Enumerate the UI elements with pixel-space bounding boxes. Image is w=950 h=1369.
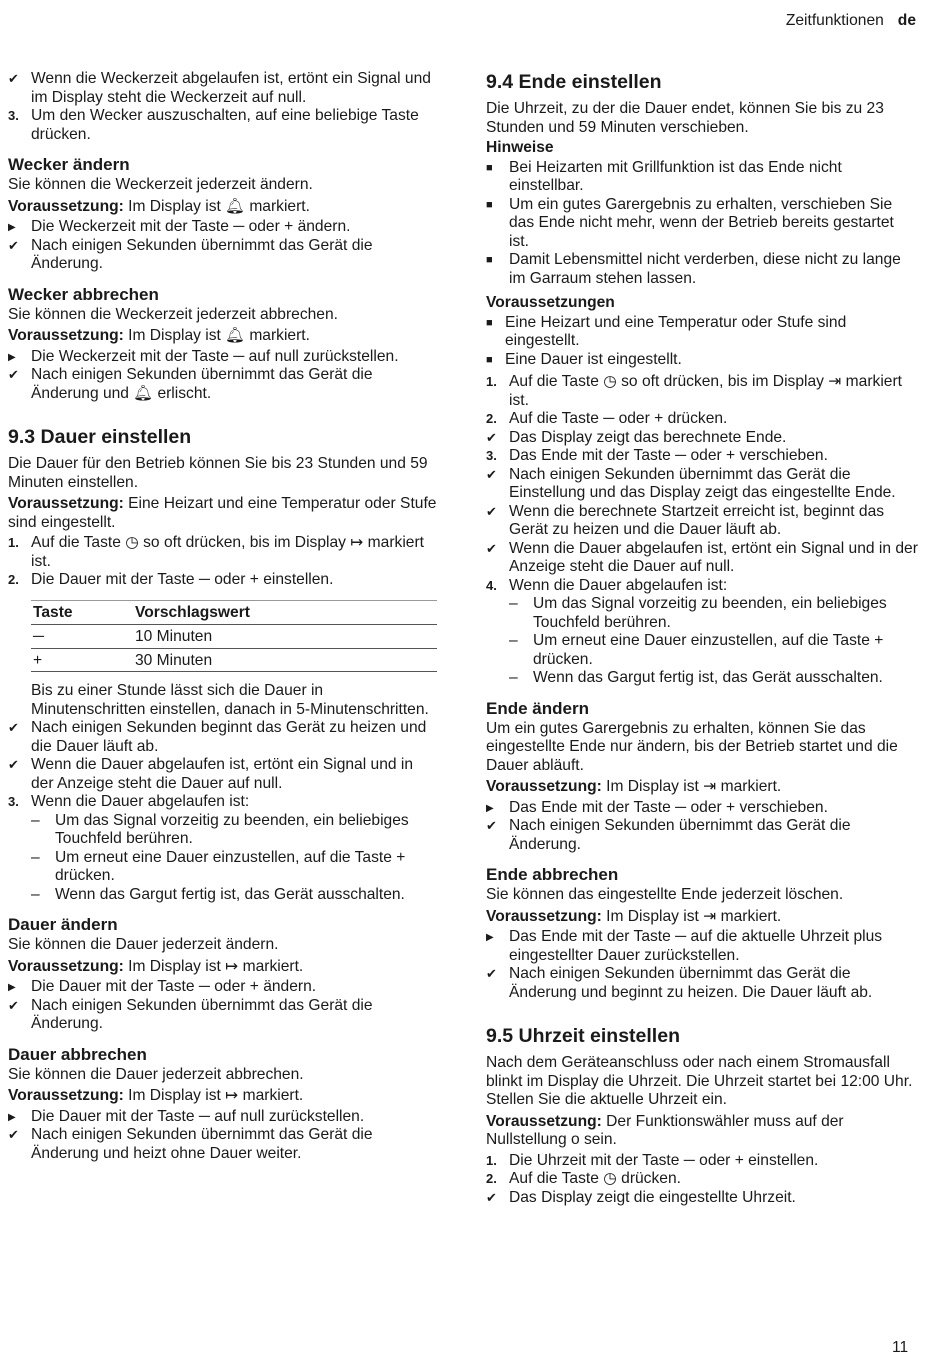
check-icon: ✔ bbox=[8, 1127, 19, 1142]
paragraph: Die Uhrzeit, zu der die Dauer endet, können Sie bis zu 23 Stunden und 59 Minuten verschieben. bbox=[486, 100, 884, 136]
step-item: 1. Auf die Taste ◷ so oft drücken, bis im Display ⇥ markiert ist. bbox=[486, 373, 902, 409]
step-number: 1. bbox=[486, 1152, 497, 1168]
step-number: 1. bbox=[8, 535, 19, 550]
notes-title: Hinweise bbox=[486, 139, 554, 156]
step-item: ▶ Die Weckerzeit mit der Taste ─ oder + ändern. bbox=[8, 218, 438, 237]
requirement: Voraussetzung: Im Display ist 🔔︎ markiert. bbox=[8, 197, 310, 215]
step-item: ▶ Die Weckerzeit mit der Taste ─ auf null zurückstellen. bbox=[8, 348, 438, 367]
section-title-wecker-abbrechen: Wecker abbrechen bbox=[8, 284, 159, 304]
step-item: 2. Auf die Taste ◷ drücken. bbox=[486, 1170, 681, 1187]
section-title-wecker-aendern: Wecker ändern bbox=[8, 155, 130, 174]
right-column bbox=[486, 70, 918, 1207]
result-item: ✔ Nach einigen Sekunden übernimmt das Gerät die Änderung. bbox=[486, 817, 851, 853]
requirement: Voraussetzung: Eine Heizart und eine Temperatur oder Stufe sind eingestellt. bbox=[8, 495, 437, 531]
result-item: ✔ Das Display zeigt das berechnete Ende. bbox=[486, 428, 787, 446]
step-number: 3. bbox=[8, 794, 19, 809]
step-item: 2. Die Dauer mit der Taste ─ oder + einstellen. bbox=[8, 571, 334, 588]
check-icon: ✔ bbox=[486, 966, 497, 981]
dash-icon: – bbox=[509, 595, 518, 612]
dash-icon: – bbox=[509, 632, 518, 649]
result-item: ✔ Das Display zeigt die eingestellte Uhrzeit. bbox=[486, 1188, 796, 1206]
requirement: Voraussetzung: Im Display ist 🔔︎ markiert. bbox=[8, 327, 310, 344]
step-item: ▶ Die Dauer mit der Taste ─ oder + ändern. bbox=[8, 978, 438, 997]
step-item: ▶ Das Ende mit der Taste ─ auf die aktuelle Uhrzeit plus eingestellter Dauer zurückstellen. bbox=[486, 928, 883, 964]
left-column bbox=[8, 70, 438, 1163]
section-title-uhrzeit: 9.5 Uhrzeit einstellen bbox=[486, 1025, 680, 1047]
section-title-ende-abbrechen: Ende abbrechen bbox=[486, 865, 619, 884]
check-icon: ✔ bbox=[8, 237, 19, 253]
sub-item: – Wenn das Gargut fertig ist, das Gerät ausschalten. bbox=[509, 669, 883, 686]
check-icon: ✔ bbox=[486, 818, 497, 833]
paragraph: Um ein gutes Garergebnis zu erhalten, können Sie das eingestellte Ende nur ändern, bis der Betrieb startet und die Dauer abläuft. bbox=[486, 719, 898, 774]
check-icon: ✔ bbox=[486, 540, 497, 556]
bullet-item: ■ Um ein gutes Garergebnis zu erhalten, verschieben Sie das Ende nicht mehr, wenn der Betrieb bereits gestartet ist. bbox=[486, 195, 894, 250]
dash-icon: – bbox=[31, 848, 40, 866]
result-item: ✔ Nach einigen Sekunden übernimmt das Gerät die Änderung und 🔔︎ erlischt. bbox=[8, 366, 373, 402]
check-icon: ✔ bbox=[8, 720, 19, 735]
sub-item: – Um erneut eine Dauer einzustellen, auf die Taste + drücken. bbox=[509, 632, 884, 668]
paragraph: Sie können das eingestellte Ende jederzeit löschen. bbox=[486, 886, 844, 903]
check-icon: ✔ bbox=[8, 997, 19, 1013]
bullet-item: ■ Eine Heizart und eine Temperatur oder Stufe sind eingestellt. bbox=[486, 313, 847, 349]
result-item: ✔ Nach einigen Sekunden übernimmt das Gerät die Änderung. bbox=[8, 236, 373, 272]
check-icon: ✔ bbox=[8, 71, 19, 86]
check-icon: ✔ bbox=[486, 503, 497, 519]
requirement: Voraussetzung: Der Funktionswähler muss auf der Nullstellung o sein. bbox=[486, 1112, 844, 1148]
result-item: ✔ Nach einigen Sekunden übernimmt das Gerät die Änderung und beginnt zu heizen. Die Dauer läuft ab. bbox=[486, 965, 873, 1001]
result-item: ✔ Wenn die berechnete Startzeit erreicht ist, beginnt das Gerät zu heizen und die Dauer läuft ab. bbox=[486, 502, 885, 538]
square-bullet-icon: ■ bbox=[486, 353, 493, 366]
check-icon: ✔ bbox=[8, 367, 19, 382]
step-item: 2. Auf die Taste ─ oder + drücken. bbox=[486, 410, 728, 427]
table-row: + 30 Minuten bbox=[31, 648, 437, 672]
step-number: 1. bbox=[486, 374, 497, 389]
step-item: ▶ Das Ende mit der Taste ─ oder + verschieben. bbox=[486, 799, 918, 818]
paragraph: Sie können die Weckerzeit jederzeit abbrechen. bbox=[8, 305, 338, 323]
paragraph: Sie können die Weckerzeit jederzeit ändern. bbox=[8, 176, 313, 193]
paragraph: Sie können die Dauer jederzeit abbrechen. bbox=[8, 1065, 304, 1083]
page-header bbox=[786, 12, 916, 31]
header-lang: de bbox=[897, 12, 916, 29]
square-bullet-icon: ■ bbox=[486, 161, 493, 174]
step-item: 1. Die Uhrzeit mit der Taste ─ oder + einstellen. bbox=[486, 1151, 819, 1169]
table-header: Vorschlagswert bbox=[133, 600, 437, 625]
step-number: 3. bbox=[486, 448, 497, 463]
section-title-dauer: 9.3 Dauer einstellen bbox=[8, 426, 192, 448]
result-item: ✔ Nach einigen Sekunden beginnt das Gerät zu heizen und die Dauer läuft ab. bbox=[8, 719, 427, 755]
requirement: Voraussetzung: Im Display ist ⇥ markiert. bbox=[486, 778, 782, 795]
page-number: 11 bbox=[892, 1339, 909, 1356]
result-item: ✔ Wenn die Weckerzeit abgelaufen ist, ertönt ein Signal und im Display steht die Weckerzeit auf null. bbox=[8, 70, 431, 106]
check-icon: ✔ bbox=[486, 429, 497, 445]
triangle-icon: ▶ bbox=[8, 222, 16, 233]
triangle-icon: ▶ bbox=[486, 802, 494, 814]
bullet-item: ■ Damit Lebensmittel nicht verderben, diese nicht zu lange im Garraum stehen lassen. bbox=[486, 251, 901, 287]
bullet-item: ■ Bei Heizarten mit Grillfunktion ist das Ende nicht einstellbar. bbox=[486, 158, 842, 194]
step-item: 4. Wenn die Dauer abgelaufen ist: bbox=[486, 576, 728, 594]
step-number: 4. bbox=[486, 577, 497, 593]
section-title-ende: 9.4 Ende einstellen bbox=[486, 71, 662, 93]
dash-icon: – bbox=[509, 669, 518, 686]
suggestion-table bbox=[31, 600, 437, 673]
triangle-icon: ▶ bbox=[8, 982, 16, 993]
step-item: 3. Wenn die Dauer abgelaufen ist: bbox=[8, 793, 250, 810]
dash-icon: – bbox=[31, 811, 40, 829]
paragraph: Nach dem Geräteanschluss oder nach einem Stromausfall blinkt im Display die Uhrzeit. Die Uhrzeit startet bei 12:00 Uhr. Stellen Sie die aktuelle Uhrzeit ein. bbox=[486, 1054, 913, 1108]
result-item: ✔ Nach einigen Sekunden übernimmt das Gerät die Einstellung und das Display zeigt das eingestellte Ende. bbox=[486, 465, 896, 501]
step-item: ▶ Die Dauer mit der Taste ─ auf null zurückstellen. bbox=[8, 1108, 438, 1127]
requirement: Voraussetzung: Im Display ist ⇥ markiert. bbox=[486, 907, 782, 925]
triangle-icon: ▶ bbox=[486, 932, 494, 943]
step-item: 1. Auf die Taste ◷ so oft drücken, bis im Display ↦ markiert ist. bbox=[8, 534, 424, 570]
bullet-item: ■ Eine Dauer ist eingestellt. bbox=[486, 350, 682, 368]
sub-item: – Um erneut eine Dauer einzustellen, auf die Taste + drücken. bbox=[31, 848, 406, 884]
step-number: 2. bbox=[486, 1171, 497, 1186]
square-bullet-icon: ■ bbox=[486, 316, 493, 329]
check-icon: ✔ bbox=[486, 1189, 497, 1205]
table-header: Taste bbox=[31, 600, 133, 625]
paragraph: Bis zu einer Stunde lässt sich die Dauer in Minutenschritten einstellen, danach in 5-Minutenschritten. bbox=[31, 682, 429, 718]
result-item: ✔ Wenn die Dauer abgelaufen ist, ertönt ein Signal und in der Anzeige steht die Dauer auf null. bbox=[486, 539, 918, 575]
section-title-dauer-abbrechen: Dauer abbrechen bbox=[8, 1044, 147, 1064]
step-number: 3. bbox=[8, 108, 19, 123]
step-item: 3. Um den Wecker auszuschalten, auf eine beliebige Taste drücken. bbox=[8, 107, 419, 143]
requirements-title: Voraussetzungen bbox=[486, 294, 615, 311]
check-icon: ✔ bbox=[8, 757, 19, 772]
sub-item: – Um das Signal vorzeitig zu beenden, ein beliebiges Touchfeld berühren. bbox=[509, 595, 887, 631]
triangle-icon: ▶ bbox=[8, 351, 16, 363]
result-item: ✔ Wenn die Dauer abgelaufen ist, ertönt ein Signal und in der Anzeige steht die Dauer auf null. bbox=[8, 756, 414, 792]
check-icon: ✔ bbox=[486, 466, 497, 482]
table-row: ─ 10 Minuten bbox=[31, 625, 437, 649]
step-number: 2. bbox=[8, 572, 19, 587]
step-item: 3. Das Ende mit der Taste ─ oder + verschieben. bbox=[486, 447, 828, 464]
header-section: Zeitfunktionen bbox=[785, 12, 884, 29]
requirement: Voraussetzung: Im Display ist ↦ markiert. bbox=[8, 1087, 304, 1104]
paragraph: Sie können die Dauer jederzeit ändern. bbox=[8, 936, 279, 953]
result-item: ✔ Nach einigen Sekunden übernimmt das Gerät die Änderung und heizt ohne Dauer weiter. bbox=[8, 1126, 373, 1162]
dash-icon: – bbox=[31, 885, 40, 903]
sub-item: – Um das Signal vorzeitig zu beenden, ein beliebiges Touchfeld berühren. bbox=[31, 811, 409, 847]
square-bullet-icon: ■ bbox=[486, 198, 493, 211]
sub-item: – Wenn das Gargut fertig ist, das Gerät ausschalten. bbox=[31, 885, 405, 903]
section-title-ende-aendern: Ende ändern bbox=[486, 698, 589, 718]
section-title-dauer-aendern: Dauer ändern bbox=[8, 915, 118, 934]
requirement: Voraussetzung: Im Display ist ↦ markiert. bbox=[8, 957, 304, 975]
step-number: 2. bbox=[486, 411, 497, 426]
square-bullet-icon: ■ bbox=[486, 254, 493, 266]
paragraph: Die Dauer für den Betrieb können Sie bis 23 Stunden und 59 Minuten einstellen. bbox=[8, 455, 428, 491]
triangle-icon: ▶ bbox=[8, 1111, 16, 1123]
result-item: ✔ Nach einigen Sekunden übernimmt das Gerät die Änderung. bbox=[8, 996, 373, 1032]
